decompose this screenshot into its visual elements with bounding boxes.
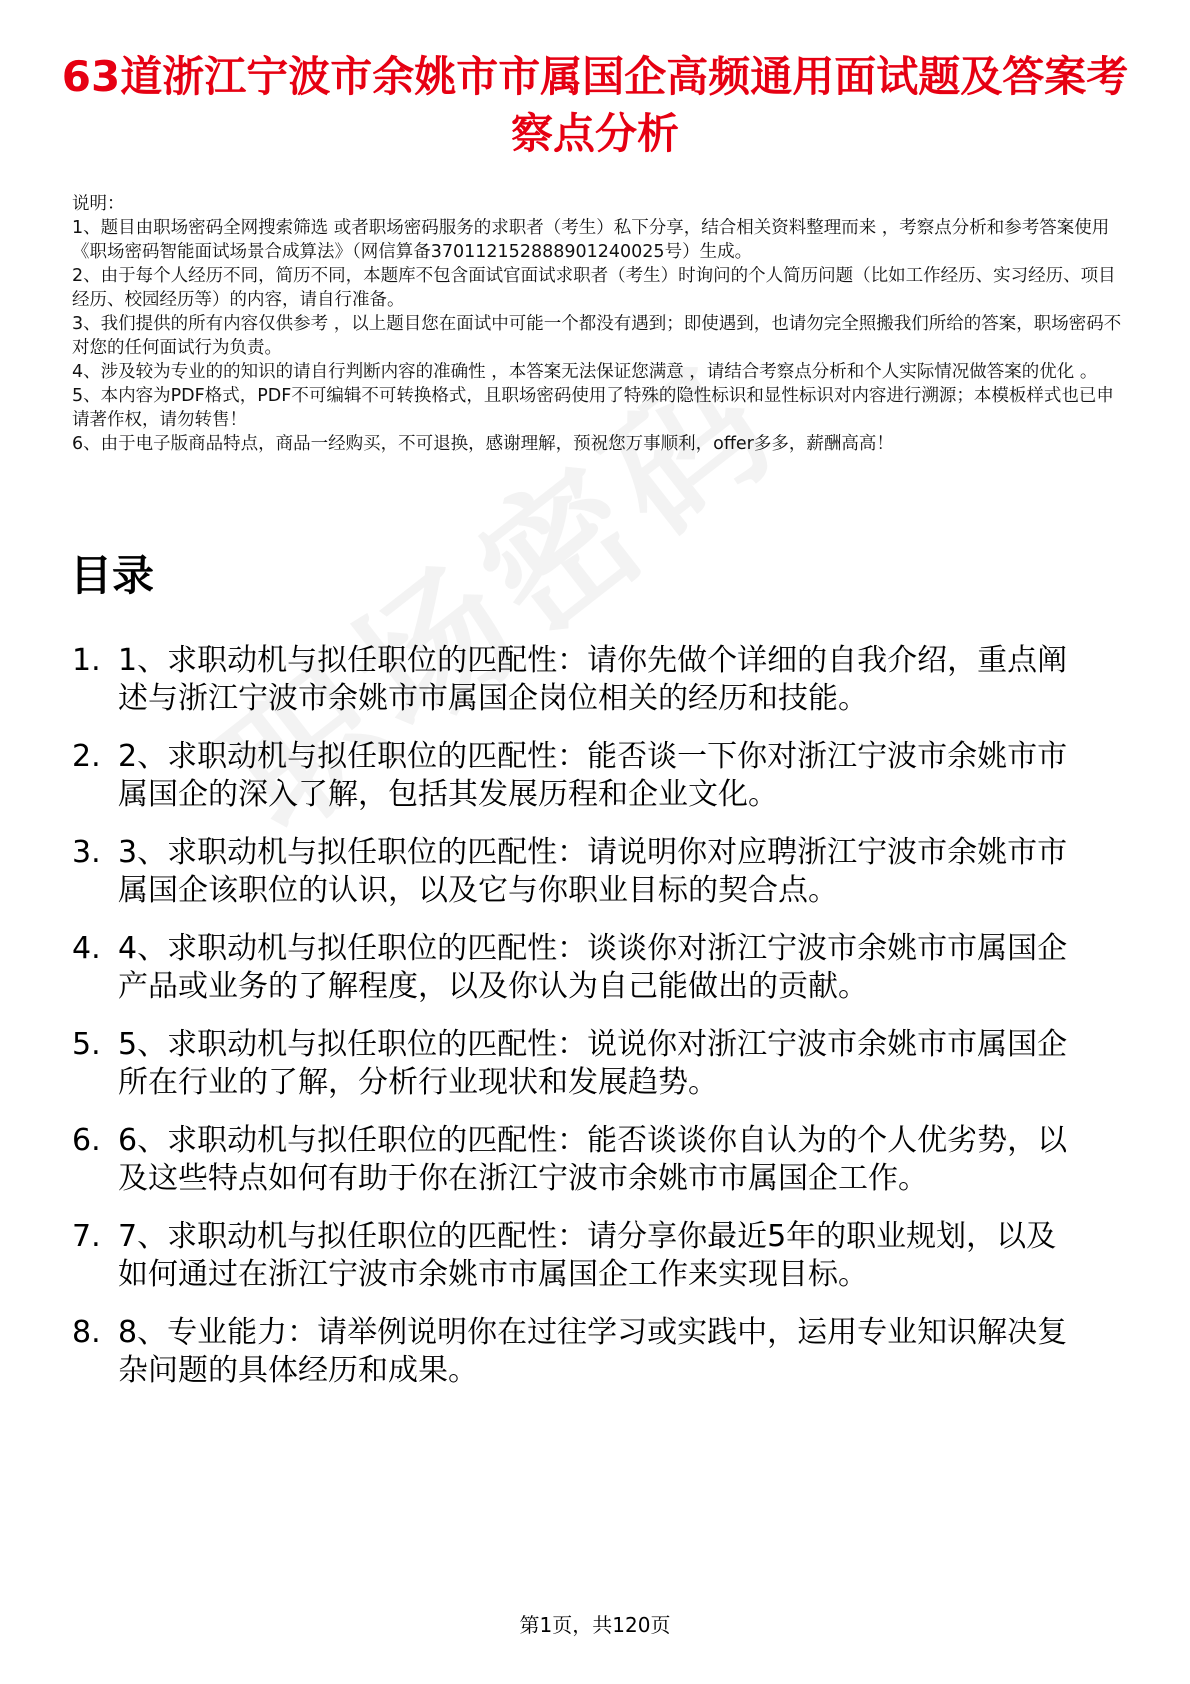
document-title: 63道浙江宁波市余姚市市属国企高频通用面试题及答案考察点分析 xyxy=(61,52,1129,158)
note-item: 5、本内容为PDF格式，PDF不可编辑不可转换格式，且职场密码使用了特殊的隐性标识和显性标识对内容进行溯源；本模板样式也已申请著作权，请勿转售！ xyxy=(72,386,1114,430)
toc-item[interactable] xyxy=(72,1026,1072,1102)
toc-heading: 目录 xyxy=(70,551,155,600)
toc-item-number: 3. xyxy=(72,835,101,870)
notes-heading: 说明： xyxy=(72,194,125,214)
toc-item[interactable] xyxy=(72,1218,1072,1294)
toc-item-text[interactable]: 5、求职动机与拟任职位的匹配性：说说你对浙江宁波市余姚市市属国企所在行业的了解，分析行业现状和发展趋势。 xyxy=(118,1027,1068,1100)
toc-item-text[interactable]: 1、求职动机与拟任职位的匹配性：请你先做个详细的自我介绍，重点阐述与浙江宁波市余姚市市属国企岗位相关的经历和技能。 xyxy=(118,643,1068,716)
toc-item-text[interactable]: 2、求职动机与拟任职位的匹配性：能否谈一下你对浙江宁波市余姚市市属国企的深入了解，包括其发展历程和企业文化。 xyxy=(118,739,1068,812)
toc-item-number: 7. xyxy=(72,1219,101,1254)
toc-item-number: 5. xyxy=(72,1027,101,1062)
page-number: 第1页，共120页 xyxy=(519,1613,671,1637)
toc-item[interactable] xyxy=(72,642,1072,718)
note-item: 4、涉及较为专业的的知识的请自行判断内容的准确性 ，本答案无法保证您满意 ，请结合考察点分析和个人实际情况做答案的优化 。 xyxy=(72,362,1098,382)
notes-section xyxy=(72,192,1127,456)
toc-item-text[interactable]: 8、专业能力：请举例说明你在过往学习或实践中，运用专业知识解决复杂问题的具体经历和成果。 xyxy=(118,1315,1068,1388)
toc-list xyxy=(72,642,1072,1410)
toc-item[interactable] xyxy=(72,738,1072,814)
toc-item-number: 2. xyxy=(72,739,101,774)
toc-item[interactable] xyxy=(72,1122,1072,1198)
note-item: 3、我们提供的所有内容仅供参考 ，以上题目您在面试中可能一个都没有遇到；即使遇到，也请勿完全照搬我们所给的答案，职场密码不对您的任何面试行为负责。 xyxy=(72,314,1122,358)
toc-item-number: 8. xyxy=(72,1315,101,1350)
note-item: 6、由于电子版商品特点，商品一经购买，不可退换，感谢理解，预祝您万事顺利，offer多多，薪酬高高！ xyxy=(72,434,894,454)
toc-item[interactable] xyxy=(72,930,1072,1006)
toc-item-number: 6. xyxy=(72,1123,101,1158)
note-item: 2、由于每个人经历不同，简历不同，本题库不包含面试官面试求职者（考生）时询问的个人简历问题（比如工作经历、实习经历、项目经历、校园经历等）的内容，请自行准备。 xyxy=(72,266,1116,310)
toc-item-number: 4. xyxy=(72,931,101,966)
toc-item[interactable] xyxy=(72,1314,1072,1390)
toc-item-text[interactable]: 6、求职动机与拟任职位的匹配性：能否谈谈你自认为的个人优劣势，以及这些特点如何有助于你在浙江宁波市余姚市市属国企工作。 xyxy=(118,1123,1068,1196)
toc-item-text[interactable]: 4、求职动机与拟任职位的匹配性：谈谈你对浙江宁波市余姚市市属国企产品或业务的了解程度，以及你认为自己能做出的贡献。 xyxy=(118,931,1068,1004)
note-item: 1、题目由职场密码全网搜索筛选 或者职场密码服务的求职者（考生）私下分享，结合相关资料整理而来 ，考察点分析和参考答案使用《职场密码智能面试场景合成算法》（网信算备370112152888901240025号）生成。 xyxy=(72,218,1110,262)
toc-item-text[interactable]: 7、求职动机与拟任职位的匹配性：请分享你最近5年的职业规划，以及如何通过在浙江宁波市余姚市市属国企工作来实现目标。 xyxy=(118,1219,1057,1292)
toc-item-text[interactable]: 3、求职动机与拟任职位的匹配性：请说明你对应聘浙江宁波市余姚市市属国企该职位的认识，以及它与你职业目标的契合点。 xyxy=(118,835,1068,908)
toc-item[interactable] xyxy=(72,834,1072,910)
toc-item-number: 1. xyxy=(72,643,101,678)
